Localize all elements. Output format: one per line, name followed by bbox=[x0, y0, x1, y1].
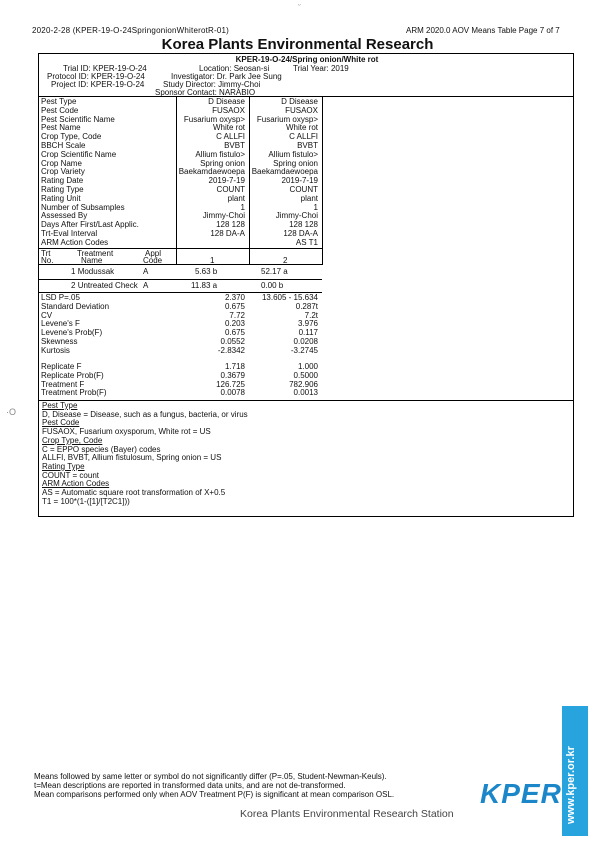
study-director: Study Director: Jimmy-Choi bbox=[163, 80, 261, 89]
anova-row-value-2: 0.0013 bbox=[293, 388, 318, 398]
top-mark: ᵕ bbox=[298, 2, 301, 9]
desc-row-label: Pest Type bbox=[41, 97, 77, 106]
trial-info-box bbox=[38, 53, 574, 97]
treatment-2-code: A bbox=[143, 281, 149, 290]
website-url[interactable]: www.kper.or.kr bbox=[565, 746, 577, 824]
desc-row-value-2: Fusarium oxysp> bbox=[256, 114, 318, 124]
note-line: ALLFI, BVBT, Allium fistulosum, Spring onion = US bbox=[42, 453, 222, 463]
stat-row-label: Skewness bbox=[41, 337, 78, 346]
stat-row-value-2: 13.605 - 15.634 bbox=[261, 293, 318, 302]
desc-row-label: Trt-Eval Interval bbox=[41, 229, 98, 238]
desc-row-label: Rating Unit bbox=[41, 193, 81, 203]
desc-row-label: Pest Code bbox=[41, 105, 79, 115]
note-line: FUSAOX, Fusarium oxysporum, White rot = US bbox=[42, 427, 211, 437]
trial-year: Trial Year: 2019 bbox=[293, 64, 349, 73]
desc-row-value-1: C ALLFI bbox=[216, 132, 245, 142]
stat-row-label: LSD P=.05 bbox=[41, 293, 80, 302]
treatment-1-code: A bbox=[143, 267, 149, 276]
anova-row-value-1: 0.0078 bbox=[220, 388, 245, 398]
desc-row-value-1: Fusarium oxysp> bbox=[183, 114, 245, 124]
stat-row-value-1: 2.370 bbox=[224, 293, 245, 302]
treatment-2-number-name: 2 Untreated Check bbox=[71, 281, 138, 290]
anova-row-label: Replicate F bbox=[41, 362, 82, 371]
desc-row-value-2: Spring onion bbox=[273, 158, 318, 168]
note-line: D, Disease = Disease, such as a fungus, bacteria, or virus bbox=[42, 409, 248, 419]
desc-row-value-2: FUSAOX bbox=[285, 105, 318, 115]
stat-row-value-2: -3.2745 bbox=[290, 345, 318, 355]
desc-row-value-1: 128 DA-A bbox=[210, 229, 245, 238]
desc-row-value-1: Spring onion bbox=[200, 158, 245, 168]
desc-row-value-2: Baekamdaewoepa bbox=[251, 167, 318, 177]
treatment-2-mean-2: 0.00 b bbox=[261, 281, 284, 290]
anova-row-value-2: 1.000 bbox=[297, 362, 318, 371]
anova-row-label: Treatment Prob(F) bbox=[41, 388, 107, 398]
page-indicator: ARM 2020.0 AOV Means Table Page 7 of 7 bbox=[406, 26, 560, 35]
desc-row-label: Pest Name bbox=[41, 123, 81, 133]
desc-row-value-1: White rot bbox=[212, 123, 245, 133]
trt-header: Trt bbox=[41, 249, 51, 258]
desc-row-label: Pest Scientific Name bbox=[41, 114, 115, 124]
desc-row-label: Number of Subsamples bbox=[41, 202, 125, 212]
footnote-3: Mean comparisons performed only when AOV Treatment P(F) is significant at mean comparison OSL. bbox=[34, 790, 395, 799]
desc-row-value-2: Allium fistulo> bbox=[268, 149, 318, 159]
desc-row-label: Rating Type bbox=[41, 185, 84, 194]
footnote-2: t=Mean descriptions are reported in transformed data units, and are not de-transformed. bbox=[34, 781, 346, 790]
desc-row-label: BBCH Scale bbox=[41, 141, 86, 150]
location: Location: Seosan-si bbox=[199, 64, 270, 73]
treatment-1-mean-2: 52.17 a bbox=[261, 267, 288, 276]
stat-row-value-2: 7.2t bbox=[304, 310, 318, 320]
desc-row-value-2: BVBT bbox=[297, 141, 318, 150]
trial-id: Trial ID: KPER-19-O-24 bbox=[63, 64, 147, 73]
side-mark: ·O bbox=[6, 407, 16, 417]
sponsor-contact: Sponsor Contact: NARABIO bbox=[155, 88, 256, 97]
anova-row-value-1: 126.725 bbox=[216, 379, 245, 389]
desc-row-value-2: Jimmy-Choi bbox=[275, 211, 318, 221]
project-id: Project ID: KPER-19-O-24 bbox=[51, 80, 145, 89]
desc-row-value-1: Allium fistulo> bbox=[195, 149, 245, 159]
trial-title: KPER-19-O-24/Spring onion/White rot bbox=[235, 55, 379, 64]
stat-row-label: CV bbox=[41, 310, 53, 320]
kper-logo: KPER bbox=[480, 778, 562, 809]
desc-row-label: Crop Name bbox=[41, 158, 82, 168]
treatment-1-mean-1: 5.63 b bbox=[195, 267, 218, 276]
desc-row-value-2: plant bbox=[300, 193, 318, 203]
desc-row-value-1: D Disease bbox=[208, 97, 245, 106]
anova-row-value-2: 782.906 bbox=[289, 379, 318, 389]
note-heading: Pest Code bbox=[42, 418, 80, 428]
desc-row-label: Rating Date bbox=[41, 176, 84, 186]
protocol-id: Protocol ID: KPER-19-O-24 bbox=[47, 72, 145, 81]
desc-row-label: Days After First/Last Applic. bbox=[41, 220, 139, 230]
stat-row-value-2: 0.287t bbox=[295, 301, 318, 311]
desc-row-value-2: 128 128 bbox=[289, 220, 318, 230]
anova-row-value-1: 0.3679 bbox=[220, 370, 245, 380]
code-header: Code bbox=[143, 256, 163, 265]
desc-row-value-1: Baekamdaewoepa bbox=[178, 167, 245, 177]
desc-row-value-1: FUSAOX bbox=[212, 105, 245, 115]
desc-row-value-2: COUNT bbox=[289, 185, 318, 194]
desc-row-label: Crop Variety bbox=[41, 167, 85, 177]
note-heading: ARM Action Codes bbox=[42, 479, 110, 489]
appl-header: Appl bbox=[145, 249, 162, 258]
treatment-1-number-name: 1 Modussak bbox=[71, 267, 115, 276]
note-heading: Rating Type bbox=[42, 461, 85, 471]
desc-row-value-1: 1 bbox=[240, 202, 245, 212]
stat-row-value-2: 0.0208 bbox=[293, 337, 318, 346]
stat-row-label: Levene's F bbox=[41, 319, 80, 329]
name-header: Name bbox=[81, 256, 103, 265]
website-banner bbox=[562, 706, 588, 836]
desc-row-value-1: COUNT bbox=[216, 185, 245, 194]
desc-row-label: Crop Type, Code bbox=[41, 132, 102, 142]
desc-row-value-1: 2019-7-19 bbox=[208, 176, 245, 186]
desc-row-value-1: plant bbox=[227, 193, 245, 203]
desc-row-value-2: 1 bbox=[313, 202, 318, 212]
no-header: No. bbox=[41, 256, 54, 265]
stat-row-value-2: 3.976 bbox=[297, 319, 318, 329]
report-file-label: 2020-2-28 (KPER-19-O-24SpringonionWhiterotR-01) bbox=[32, 26, 230, 35]
desc-row-value-2: White rot bbox=[285, 123, 318, 133]
note-heading: Crop Type, Code bbox=[42, 435, 103, 445]
desc-row-value-2: C ALLFI bbox=[289, 132, 318, 142]
stat-row-value-1: 7.72 bbox=[229, 310, 245, 320]
note-line: COUNT = count bbox=[42, 470, 99, 480]
stat-row-value-1: 0.203 bbox=[224, 319, 245, 329]
stat-row-label: Levene's Prob(F) bbox=[41, 328, 103, 338]
desc-row-value-1: Jimmy-Choi bbox=[202, 211, 245, 221]
column-2-header: 2 bbox=[283, 256, 288, 265]
stat-row-value-1: -2.8342 bbox=[217, 345, 245, 355]
report-title: Korea Plants Environmental Research bbox=[161, 36, 434, 53]
note-heading: Pest Type bbox=[42, 401, 78, 410]
footnote-1: Means followed by same letter or symbol do not significantly differ (P=.05, Student-Newman-Keuls). bbox=[34, 772, 387, 781]
stat-row-value-1: 0.675 bbox=[224, 301, 245, 311]
anova-row-label: Replicate Prob(F) bbox=[41, 370, 104, 380]
desc-row-label: ARM Action Codes bbox=[41, 237, 109, 247]
desc-row-value-2: 128 DA-A bbox=[283, 229, 318, 238]
notes-box bbox=[38, 401, 574, 517]
stat-row-label: Kurtosis bbox=[41, 345, 70, 355]
treatment-2-mean-1: 11.83 a bbox=[191, 281, 218, 290]
treatment-header: Treatment bbox=[77, 249, 114, 258]
desc-row-label: Crop Scientific Name bbox=[41, 149, 117, 159]
stat-row-value-2: 0.117 bbox=[298, 328, 318, 338]
means-table bbox=[38, 97, 574, 401]
desc-row-value-1: BVBT bbox=[224, 141, 245, 150]
stat-row-value-1: 0.0552 bbox=[220, 337, 245, 346]
note-line: AS = Automatic square root transformation of X+0.5 bbox=[42, 488, 226, 497]
anova-row-label: Treatment F bbox=[41, 379, 85, 389]
column-1-header: 1 bbox=[210, 256, 215, 265]
desc-row-value-2: 2019-7-19 bbox=[281, 176, 318, 186]
station-name: Korea Plants Environmental Research Station bbox=[240, 808, 454, 820]
desc-row-value-2: D Disease bbox=[281, 97, 318, 106]
investigator: Investigator: Dr. Park Jee Sung bbox=[171, 72, 282, 81]
desc-row-label: Assessed By bbox=[41, 211, 88, 221]
stat-row-value-1: 0.675 bbox=[224, 328, 245, 338]
desc-row-value-1: 128 128 bbox=[216, 220, 245, 230]
anova-row-value-2: 0.5000 bbox=[293, 370, 318, 380]
anova-row-value-1: 1.718 bbox=[224, 362, 245, 371]
desc-row-value-2: AS T1 bbox=[295, 237, 318, 247]
note-line: T1 = 100*(1-([1]/[T2C1])) bbox=[42, 496, 130, 506]
note-line: C = EPPO species (Bayer) codes bbox=[42, 444, 161, 454]
stat-row-label: Standard Deviation bbox=[41, 301, 110, 311]
